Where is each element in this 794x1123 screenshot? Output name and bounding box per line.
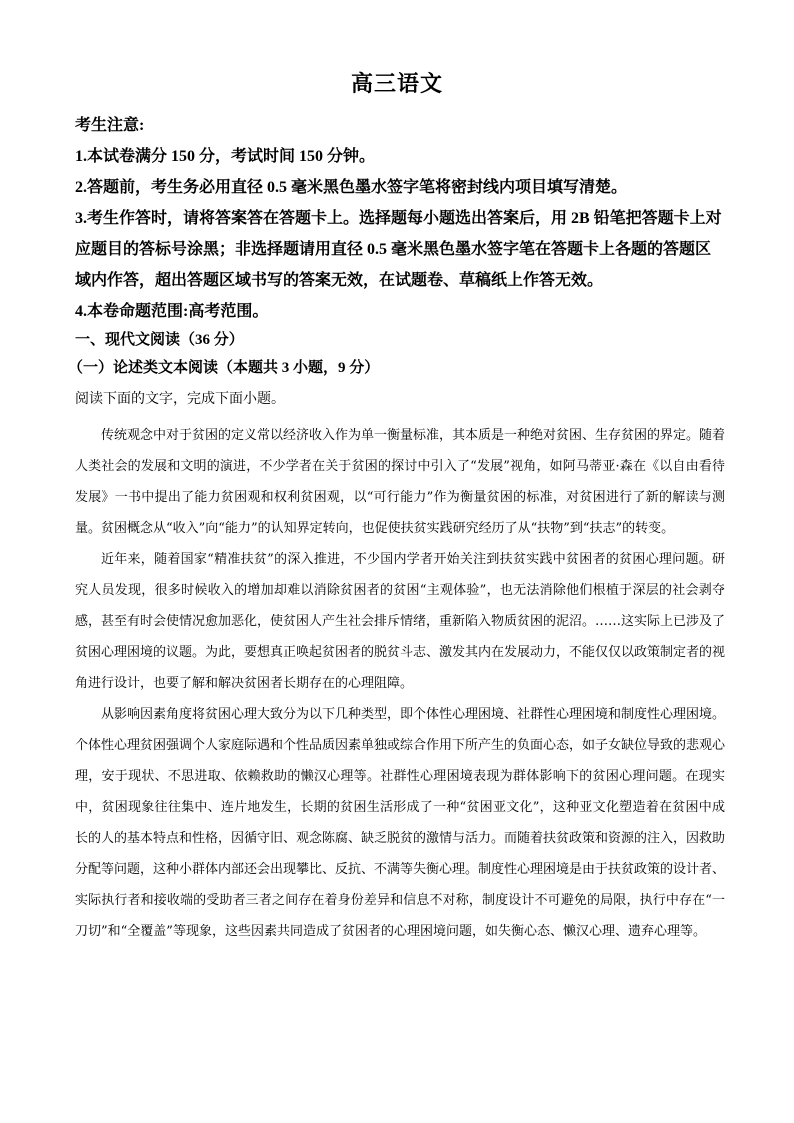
notice-item-4: 4.本卷命题范围:高考范围。: [75, 303, 269, 320]
section-heading: 一、现代文阅读（36 分）: [75, 332, 244, 348]
reading-instruction: 阅读下面的文字，完成下面小题。: [75, 390, 285, 406]
notice-item-2: 2.答题前，考生务必用直径 0.5 毫米黑色墨水签字笔将密封线内项目填写清楚。: [75, 179, 628, 196]
notice-item-1: 1.本试卷满分 150 分，考试时间 150 分钟。: [75, 148, 376, 165]
notice-item-3: 3.考生作答时，请将答案答在答题卡上。选择题每小题选出答案后，用 2B 铅笔把答题卡上对应题目的答标号涂黑；非选择题请用直径 0.5 毫米黑色墨水签字笔在答题卡上各题的答题区域内作答，超出答题区域书写的答案无效，在试题卷、草稿纸上作答无效。: [75, 210, 722, 289]
reading-passage: [75, 420, 725, 947]
exam-title: 高三语文: [350, 71, 443, 96]
subsection-heading: （一）论述类文本阅读（本题共 3 小题，9 分）: [68, 360, 380, 376]
passage-paragraph-2: 近年来，随着国家“精准扶贫”的深入推进，不少国内学者开始关注到扶贫实践中贫困者的贫困心理问题。研究人员发现，很多时候收入的增加却难以消除贫困者的贫困“主观体验”，也无法消除他们根植于深层的社会剥夺感，甚至有时会使情况愈加恶化，使贫困人产生社会排斥情绪，重新陷入物质贫困的泥沼。……这实际上已涉及了贫困心理困境的议题。为此，要想真正唤起贫困者的脱贫斗志、激发其内在发展动力，不能仅仅以政策制定者的视角进行设计，也要了解和解决贫困者长期存在的心理阻障。: [75, 552, 726, 691]
passage-paragraph-1: 传统观念中对于贫困的定义常以经济收入作为单一衡量标准，其本质是一种绝对贫困、生存贫困的界定。随着人类社会的发展和文明的演进，不少学者在关于贫困的探讨中引入了“发展”视角，如阿马蒂亚·森在《以自由看待发展》一书中提出了能力贫困观和权利贫困观，以“可行能力”作为衡量贫困的标准，对贫困进行了新的解读与测量。贫困概念从“收入”向“能力”的认知界定转向，也促使扶贫实践研究经历了从“扶物”到“扶志”的转变。: [75, 428, 726, 536]
notice-heading: 考生注意:: [75, 117, 145, 134]
candidate-notice: [75, 110, 725, 327]
passage-paragraph-3: 从影响因素角度将贫困心理大致分为以下几种类型，即个体性心理困境、社群性心理困境和制度性心理困境。个体性心理贫困强调个人家庭际遇和个性品质因素单独或综合作用下所产生的负面心态，如子女缺位导致的悲观心理，安于现状、不思进取、依赖救助的懒汉心理等。社群性心理困境表现为群体影响下的贫困心理问题。在现实中，贫困现象往往集中、连片地发生，长期的贫困生活形成了一种“贫困亚文化”，这种亚文化塑造着在贫困中成长的人的基本特点和性格，因循守旧、观念陈腐、缺乏脱贫的激情与活力。而随着扶贫政策和资源的注入，因救助分配等问题，这种小群体内部还会出现攀比、反抗、不满等失衡心理。制度性心理困境是由于扶贫政策的设计者、实际执行者和接收端的受助者三者之间存在着身份差异和信息不对称，制度设计不可避免的局限，执行中存在“一刀切”和“全覆盖”等现象，这些因素共同造成了贫困者的心理困境问题，如失衡心态、懒汉心理、遗弃心理等。: [75, 707, 726, 939]
